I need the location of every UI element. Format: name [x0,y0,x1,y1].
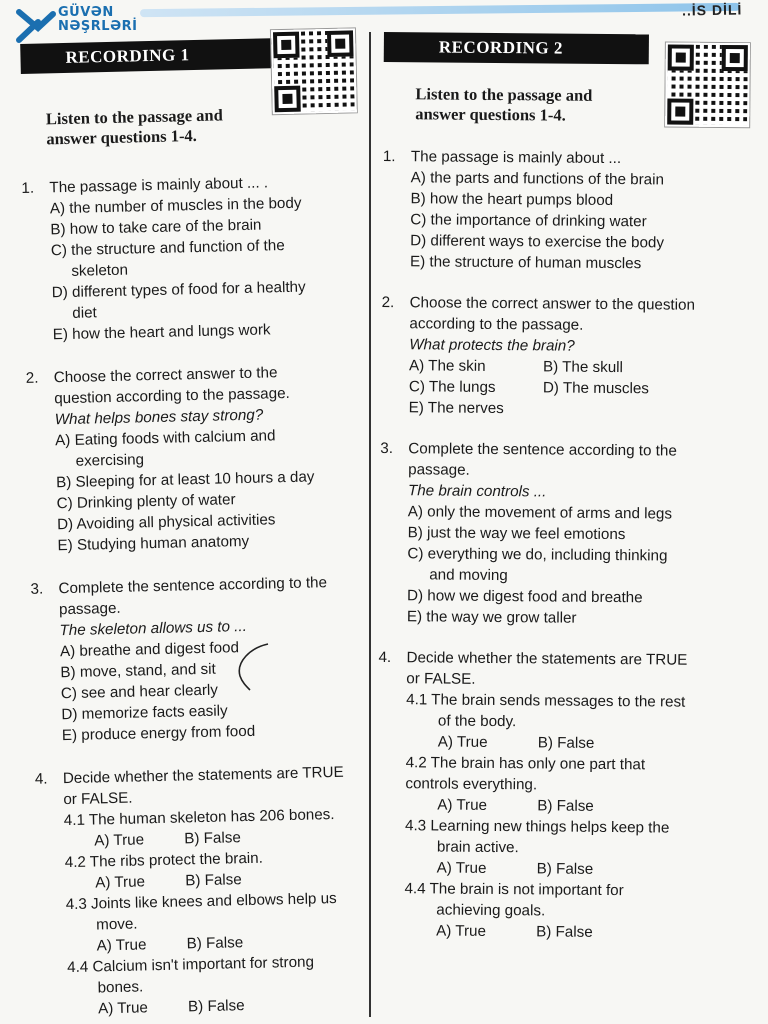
statement-4-4: 4.4 Calcium isn't important for strong [66,953,315,977]
false-option[interactable]: B) False [536,860,594,878]
question-3 [30,571,379,747]
qr-code-2[interactable] [665,42,750,127]
option-b[interactable]: B) how the heart pumps blood [410,190,614,210]
option-c[interactable]: C) everything we do, including thinking [407,545,668,565]
option-c[interactable]: C) the structure and function of the [50,237,285,260]
question-stem-cont: passage. [408,461,470,479]
question-number: 1. [382,147,396,166]
true-option[interactable]: A) True [95,873,146,892]
option-a[interactable]: A) breathe and digest food [59,639,240,661]
tf-choices [405,794,737,818]
option-d[interactable]: D) Avoiding all physical activities [56,511,276,534]
question-prompt: The brain controls ... [407,482,547,501]
question-number: 4. [378,648,392,667]
logo-line-2: NƏŞRLƏRİ [58,19,138,34]
option-c-cont: skeleton [71,261,129,280]
option-e[interactable]: E) the way we grow taller [406,608,577,627]
true-option[interactable]: A) True [436,922,487,940]
statement-4-3: 4.3 Learning new things helps keep the [404,817,670,837]
page-header [0,0,768,34]
false-option[interactable]: B) False [187,997,245,1016]
option-e[interactable]: E) the structure of human muscles [409,253,642,273]
question-2 [381,292,742,421]
option-d[interactable]: D) how we digest food and breathe [406,587,643,607]
question-number: 1. [21,179,35,197]
recording-2-title: RECORDING 2 [384,32,649,64]
recording-1-column [18,28,385,1021]
option-d[interactable]: D) different ways to exercise the body [410,232,665,252]
options-row-1 [409,355,741,379]
question-stem-cont: question according to the passage. [54,384,290,408]
statement-4-2-cont: controls everything. [405,775,538,794]
true-option[interactable]: A) True [436,859,487,877]
question-1 [382,146,743,275]
statement-4-2: 4.2 The ribs protect the brain. [64,849,264,872]
question-number: 3. [380,439,394,458]
option-d-cont: diet [72,304,97,322]
option-b[interactable]: B) just the way we feel emotions [407,524,626,544]
false-option[interactable]: B) False [537,734,595,752]
question-stem-cont: according to the passage. [409,315,584,334]
question-1 [21,170,370,346]
question-stem: Complete the sentence according to the [58,574,328,598]
pen-mark [232,640,272,692]
option-b[interactable]: B) The skull [542,358,624,377]
subject-label: ..İS DİLİ [681,1,743,19]
option-d[interactable]: D) memorize facts easily [61,702,228,724]
option-a[interactable]: A) the number of muscles in the body [49,194,302,218]
option-a[interactable]: A) The skin [408,357,486,375]
false-option[interactable]: B) False [536,923,593,941]
question-number: 3. [30,580,44,598]
statement-4-2: 4.2 The brain has only one part that [405,754,646,774]
statement-4-1-cont: of the body. [437,712,517,731]
question-stem: Choose the correct answer to the question [409,294,696,314]
question-2 [26,360,375,557]
statement-4-4: 4.4 The brain is not important for [404,880,624,900]
question-stem: The passage is mainly about ... . [49,174,269,197]
option-e[interactable]: E) Studying human anatomy [57,532,250,555]
question-stem: Decide whether the statements are TRUE [406,649,688,669]
question-3 [379,438,741,630]
question-stem: Choose the correct answer to the [53,364,278,387]
qr-code-1[interactable] [271,28,357,114]
tf-choices [406,731,738,755]
false-option[interactable]: B) False [184,829,241,848]
option-c[interactable]: C) see and hear clearly [60,681,219,703]
option-e[interactable]: E) produce energy from food [61,722,256,745]
option-c[interactable]: C) Drinking plenty of water [56,491,236,513]
statement-4-3: 4.3 Joints like knees and elbows help us [65,889,337,914]
options-row-2 [409,376,741,400]
true-option[interactable]: A) True [437,733,488,751]
question-prompt: What protects the brain? [409,336,575,355]
tf-choices [404,920,736,944]
question-prompt: The skeleton allows us to ... [59,617,248,640]
publisher-logo [58,6,137,34]
option-b[interactable]: B) how to take care of the brain [50,216,262,239]
true-option[interactable]: A) True [94,831,145,850]
statement-4-1: 4.1 The human skeleton has 206 bones. [63,806,335,830]
header-rule [140,3,740,17]
question-number: 2. [381,293,395,312]
option-e[interactable]: E) how the heart and lungs work [52,321,271,344]
true-option[interactable]: A) True [97,999,149,1018]
question-stem-cont: or FALSE. [63,789,133,809]
statement-4-4-cont: bones. [97,978,144,997]
option-a[interactable]: A) only the movement of arms and legs [407,503,673,523]
option-d[interactable]: D) different types of food for a healthy [51,278,306,302]
statement-4-3-cont: brain active. [436,838,519,857]
option-a[interactable]: A) the parts and functions of the brain [410,169,665,189]
recording-2-instruction: Listen to the passage and answer questions 1-4. [415,84,593,125]
question-4 [35,761,386,1021]
question-stem-cont: passage. [58,599,121,619]
question-stem: Complete the sentence according to the [408,440,677,460]
false-option[interactable]: B) False [537,797,594,815]
recording-2-column [376,30,744,944]
option-c-cont: and moving [429,566,508,585]
question-4 [376,647,739,944]
option-a[interactable]: A) Eating foods with calcium and [54,427,276,450]
question-stem: Decide whether the statements are TRUE [62,763,344,788]
question-stem-cont: or FALSE. [406,670,476,688]
question-stem: The passage is mainly about ... [410,148,622,168]
true-option[interactable]: A) True [96,936,147,955]
logo-line-1: GÜVƏN [58,5,114,20]
option-d[interactable]: D) The muscles [542,379,650,398]
true-option[interactable]: A) True [437,796,488,814]
recording-1-instruction: Listen to the passage and answer questions 1-4. [45,105,224,149]
question-number: 2. [25,369,39,387]
option-b[interactable]: B) Sleeping for at least 10 hours a day [55,468,315,492]
statement-4-3-cont: move. [95,915,138,934]
statement-4-1: 4.1 The brain sends messages to the rest [406,691,686,711]
option-a-cont: exercising [75,451,145,470]
recording-1-title: RECORDING 1 [20,38,284,74]
false-option[interactable]: B) False [186,934,244,953]
question-prompt: What helps bones stay strong? [54,406,264,429]
option-e[interactable]: E) The nerves [408,399,504,418]
tf-choices [405,857,737,881]
option-b[interactable]: B) move, stand, and sit [60,660,216,682]
false-option[interactable]: B) False [185,871,242,890]
option-c[interactable]: C) the importance of drinking water [410,211,647,231]
question-number: 4. [34,770,48,788]
statement-4-4-cont: achieving goals. [436,901,546,920]
option-c[interactable]: C) The lungs [408,378,496,396]
